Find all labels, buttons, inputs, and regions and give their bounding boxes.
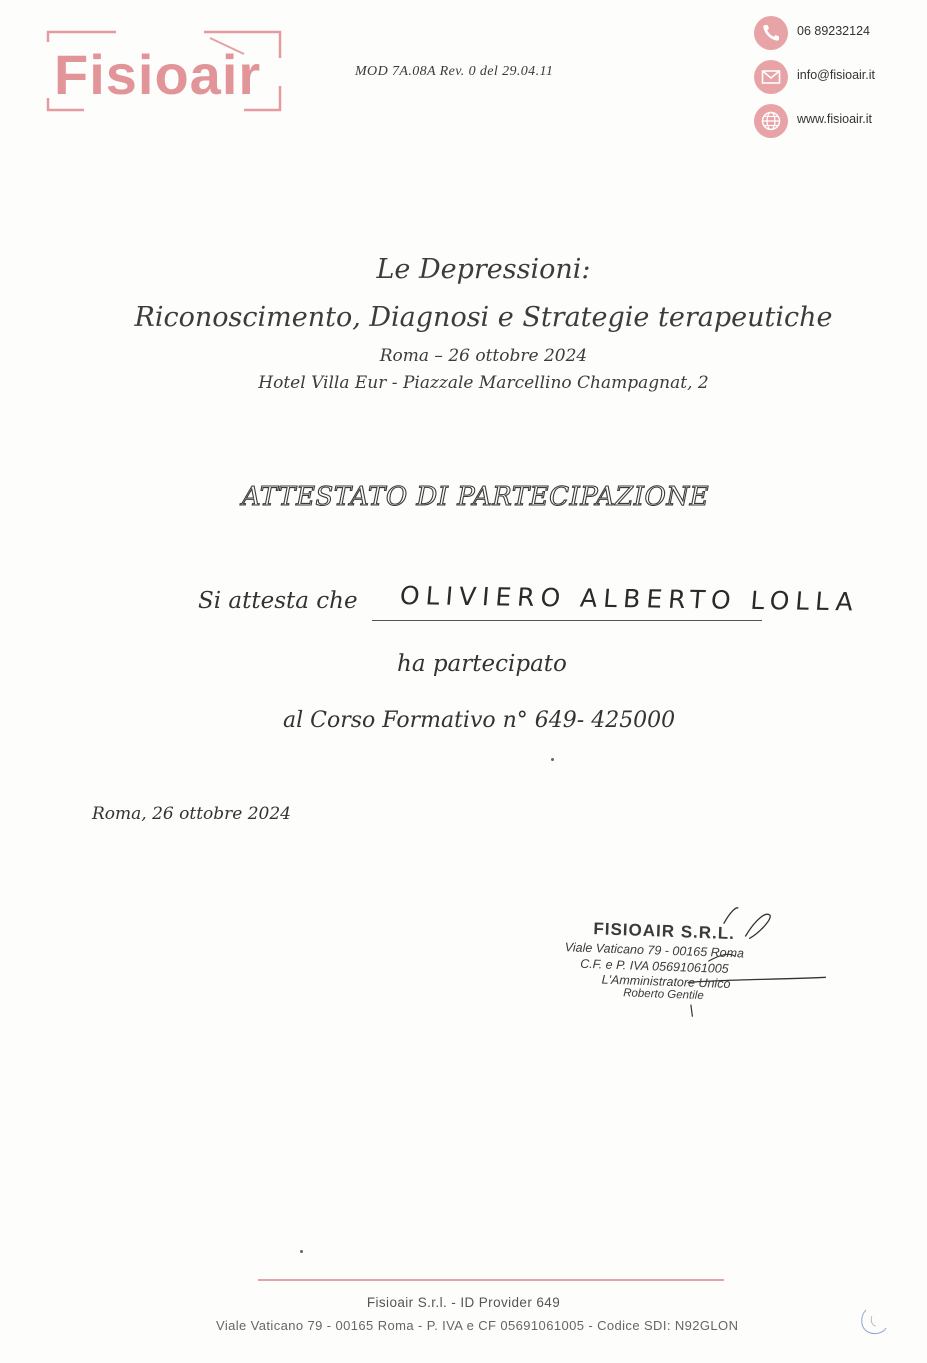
- attesta-label: Si attesta che: [198, 588, 358, 614]
- website-url: www.fisioair.it: [797, 112, 873, 126]
- event-title-line2: Riconoscimento, Diagnosi e Strategie terapeutiche: [134, 302, 833, 333]
- event-venue: Hotel Villa Eur - Piazzale Marcellino Champagnat, 2: [258, 373, 709, 393]
- event-title-line1: Le Depressioni:: [376, 254, 591, 285]
- fisioair-logo: [44, 28, 292, 114]
- phone-icon: [754, 16, 788, 50]
- course-number: al Corso Formativo n° 649- 425000: [283, 708, 676, 733]
- stamp-company: FISIOAIR S.R.L.: [593, 919, 736, 944]
- module-reference: MOD 7A.08A Rev. 0 del 29.04.11: [355, 64, 554, 79]
- contact-website: [754, 104, 914, 140]
- footer-address: Viale Vaticano 79 - 00165 Roma - P. IVA e CF 05691061005 - Codice SDI: N92GLON: [216, 1318, 739, 1333]
- footer-provider: Fisioair S.r.l. - ID Provider 649: [366, 1295, 561, 1310]
- stamp-role: L'Amministratore Unico: [601, 972, 731, 991]
- contact-email: [754, 60, 914, 96]
- contact-phone: [754, 16, 914, 52]
- name-underline: [372, 620, 762, 621]
- globe-icon: [754, 104, 788, 138]
- event-date: Roma – 26 ottobre 2024: [379, 346, 588, 366]
- stray-mark: [300, 1250, 303, 1253]
- stray-mark: [551, 758, 554, 761]
- stamp-vat: C.F. e P. IVA 05691061005: [579, 956, 729, 976]
- stamp-address: Viale Vaticano 79 - 00165 Roma: [564, 940, 745, 961]
- place-date: Roma, 26 ottobre 2024: [92, 804, 292, 824]
- email-address: info@fisioair.it: [797, 68, 875, 82]
- company-stamp: [556, 912, 840, 1032]
- mail-icon: [754, 60, 788, 94]
- certificate-heading: ATTESTATO DI PARTECIPAZIONE: [241, 482, 710, 512]
- participant-name: OLIVIERO ALBERTO LOLLA: [398, 581, 861, 617]
- corner-mark-graphic: [856, 1302, 896, 1342]
- footer-rule: [258, 1279, 724, 1281]
- participated-text: ha partecipato: [397, 651, 567, 677]
- logo-wordmark: Fisioair: [54, 43, 262, 106]
- phone-number: 06 89232124: [797, 24, 870, 38]
- stamp-person: Roberto Gentile: [622, 987, 704, 1003]
